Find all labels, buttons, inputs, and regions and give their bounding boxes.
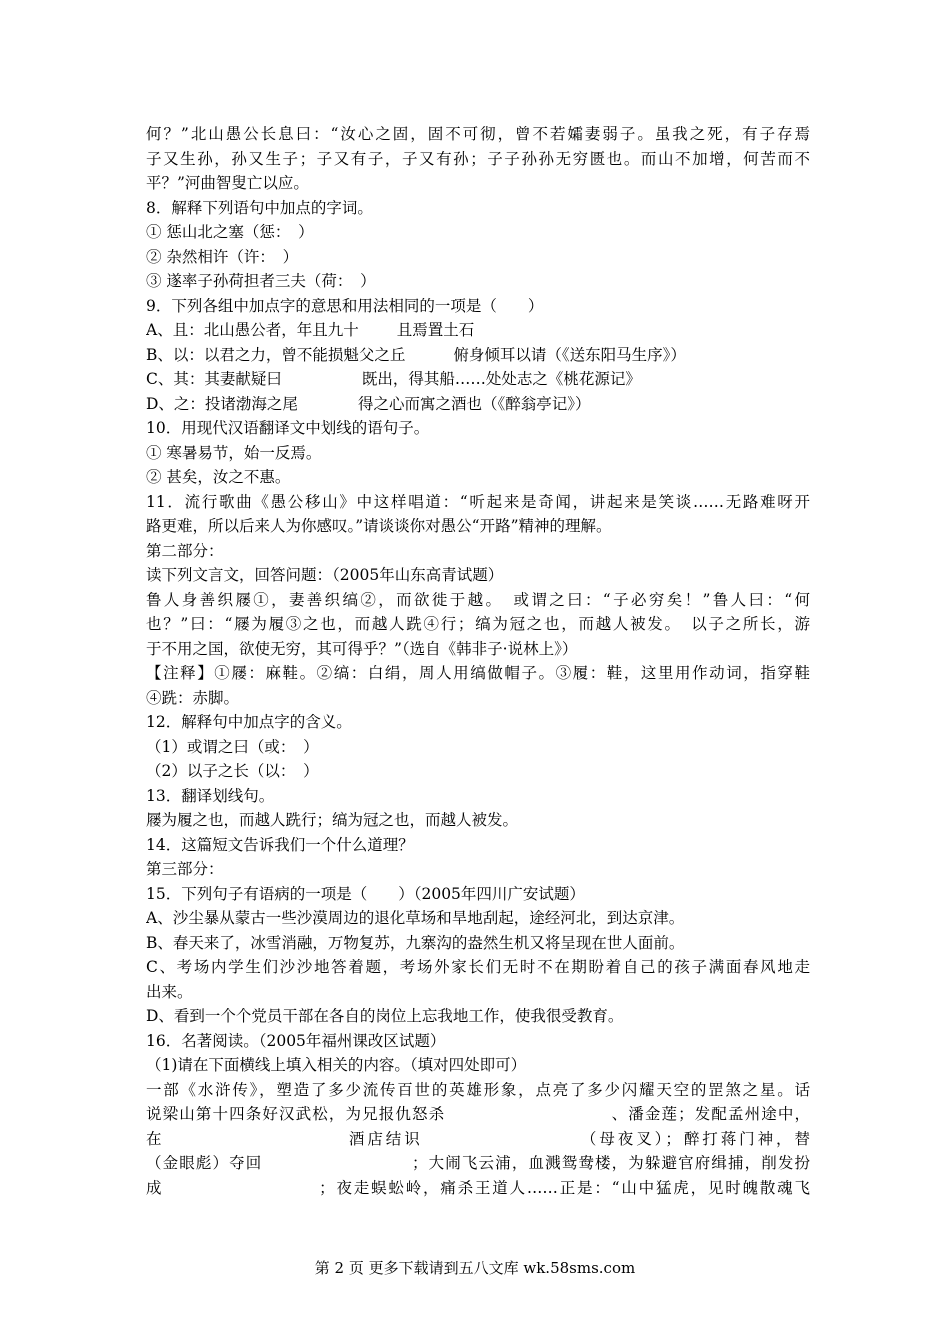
section-heading: 第二部分： bbox=[146, 541, 224, 560]
page-footer: 第 2 页 更多下载请到五八文库 wk.58sms.com bbox=[314, 1259, 636, 1277]
question-8-item: ① 惩山北之塞（惩： ） bbox=[146, 223, 314, 241]
question-16-passage: （金眼彪）夺回 ；大闹飞云浦，血溅鸳鸯楼，为躲避官府缉捕，削发扮 bbox=[146, 1154, 810, 1172]
question-16-heading: 16．名著阅读。（2005年福州课改区试题） bbox=[146, 1031, 446, 1050]
question-9-option-d: D、之：投诸渤海之尾 得之心而寓之酒也（《醉翁亭记》） bbox=[146, 394, 591, 413]
question-9-option-b: B、以：以君之力，曾不能损魁父之丘 俯身倾耳以请（《送东阳马生序》） bbox=[146, 345, 686, 364]
question-8-item: ③ 遂率子孙荷担者三夫（荷： ） bbox=[146, 272, 376, 290]
question-16-passage: 一部《水浒传》，塑造了多少流传百世的英雄形象，点亮了多少闪耀天空的罡煞之星。话 bbox=[146, 1080, 810, 1099]
question-16-passage: 在 酒店结识 （母夜叉）；醉打蒋门神，替 bbox=[146, 1129, 810, 1148]
question-10-item: ② 甚矣，汝之不惠。 bbox=[146, 468, 291, 486]
question-9-option-a: A、且：北山愚公者，年且九十 且焉置土石 bbox=[146, 321, 475, 339]
passage-line: 于不用之国，欲使无穷，其可得乎？”（选自《韩非子·说林上》） bbox=[146, 639, 578, 658]
question-13-heading: 13．翻译划线句。 bbox=[146, 786, 275, 805]
question-15-option-a: A、沙尘暴从蒙古一些沙漠周边的退化草场和旱地刮起，途经河北，到达京津。 bbox=[146, 909, 685, 927]
question-11: 11．流行歌曲《愚公移山》中这样唱道：“听起来是奇闻，讲起来是笑谈……无路难呀开 bbox=[146, 492, 810, 511]
question-15-option-c: 出来。 bbox=[146, 982, 193, 1001]
text-line: 平？”河曲智叟亡以应。 bbox=[146, 174, 309, 192]
question-12-item: （1）或谓之曰（或： ） bbox=[146, 737, 319, 756]
question-14: 14．这篇短文告诉我们一个什么道理？ bbox=[146, 835, 414, 854]
question-10-item: ① 寒暑易节，始一反焉。 bbox=[146, 443, 322, 462]
question-16-passage: 成 ；夜走蜈蚣岭，痛杀王道人……正是：“山中猛虎，见时魄散魂飞 bbox=[146, 1178, 810, 1197]
question-9-option-c: C、其：其妻献疑曰 既出，得其船……处处志之《桃花源记》 bbox=[146, 370, 641, 388]
section-heading: 第三部分： bbox=[146, 860, 224, 878]
text-line: 何？”北山愚公长息曰：“汝心之固，固不可彻，曾不若孀妻弱子。虽我之死，有子存焉 bbox=[146, 125, 810, 143]
text-line: 子又生孙，孙又生子；子又有子，子又有孙；子子孙孙无穷匮也。而山不加增，何苦而不 bbox=[146, 149, 810, 168]
passage-line: 鲁人身善织屦①，妻善织缟②，而欲徙于越。 或谓之曰：“子必穷矣！”鲁人曰：“何 bbox=[146, 590, 810, 609]
question-16-passage: 说梁山第十四条好汉武松，为兄报仇怒杀 、潘金莲；发配孟州途中， bbox=[146, 1105, 810, 1123]
question-12-heading: 12．解释句中加点字的含义。 bbox=[146, 713, 352, 731]
question-16-instruction: （1)请在下面横线上填入相关的内容。（填对四处即可） bbox=[146, 1056, 527, 1074]
question-15-heading: 15．下列句子有语病的一项是（ ）（2005年四川广安试题） bbox=[146, 884, 585, 903]
question-8-heading: 8．解释下列语句中加点的字词。 bbox=[146, 198, 373, 217]
question-15-option-d: D、看到一个个党员干部在各自的岗位上忘我地工作，使我很受教育。 bbox=[146, 1007, 624, 1025]
question-15-option-b: B、春天来了，冰雪消融，万物复苏，九寨沟的盎然生机又将呈现在世人面前。 bbox=[146, 933, 685, 952]
question-13-sentence: 屦为履之也，而越人跣行；缟为冠之也，而越人被发。 bbox=[146, 811, 519, 829]
question-9-heading: 9．下列各组中加点字的意思和用法相同的一项是（ ） bbox=[146, 296, 544, 315]
question-11: 路更难，所以后来人为你感叹。”请谈谈你对愚公“开路”精神的理解。 bbox=[146, 517, 612, 535]
page-body bbox=[146, 122, 810, 1200]
question-15-option-c: C、考场内学生们沙沙地答着题，考场外家长们无时不在期盼着自己的孩子满面春风地走 bbox=[146, 958, 810, 976]
passage-line: 也？”曰：“屦为履③之也，而越人跣④行；缟为冠之也，而越人被发。 以子之所长，游 bbox=[146, 615, 810, 633]
annotation-line: ④跣：赤脚。 bbox=[146, 688, 240, 707]
question-10-heading: 10．用现代汉语翻译文中划线的语句子。 bbox=[146, 419, 430, 437]
question-8-item: ② 杂然相许（许： ） bbox=[146, 247, 299, 266]
annotation-line: 【注释】①屦：麻鞋。②缟：白绢，周人用缟做帽子。③履：鞋，这里用作动词，指穿鞋 bbox=[146, 664, 810, 682]
question-12-item: （2）以子之长（以： ） bbox=[146, 762, 319, 780]
reading-instruction: 读下列文言文，回答问题：（2005年山东高青试题） bbox=[146, 566, 504, 584]
